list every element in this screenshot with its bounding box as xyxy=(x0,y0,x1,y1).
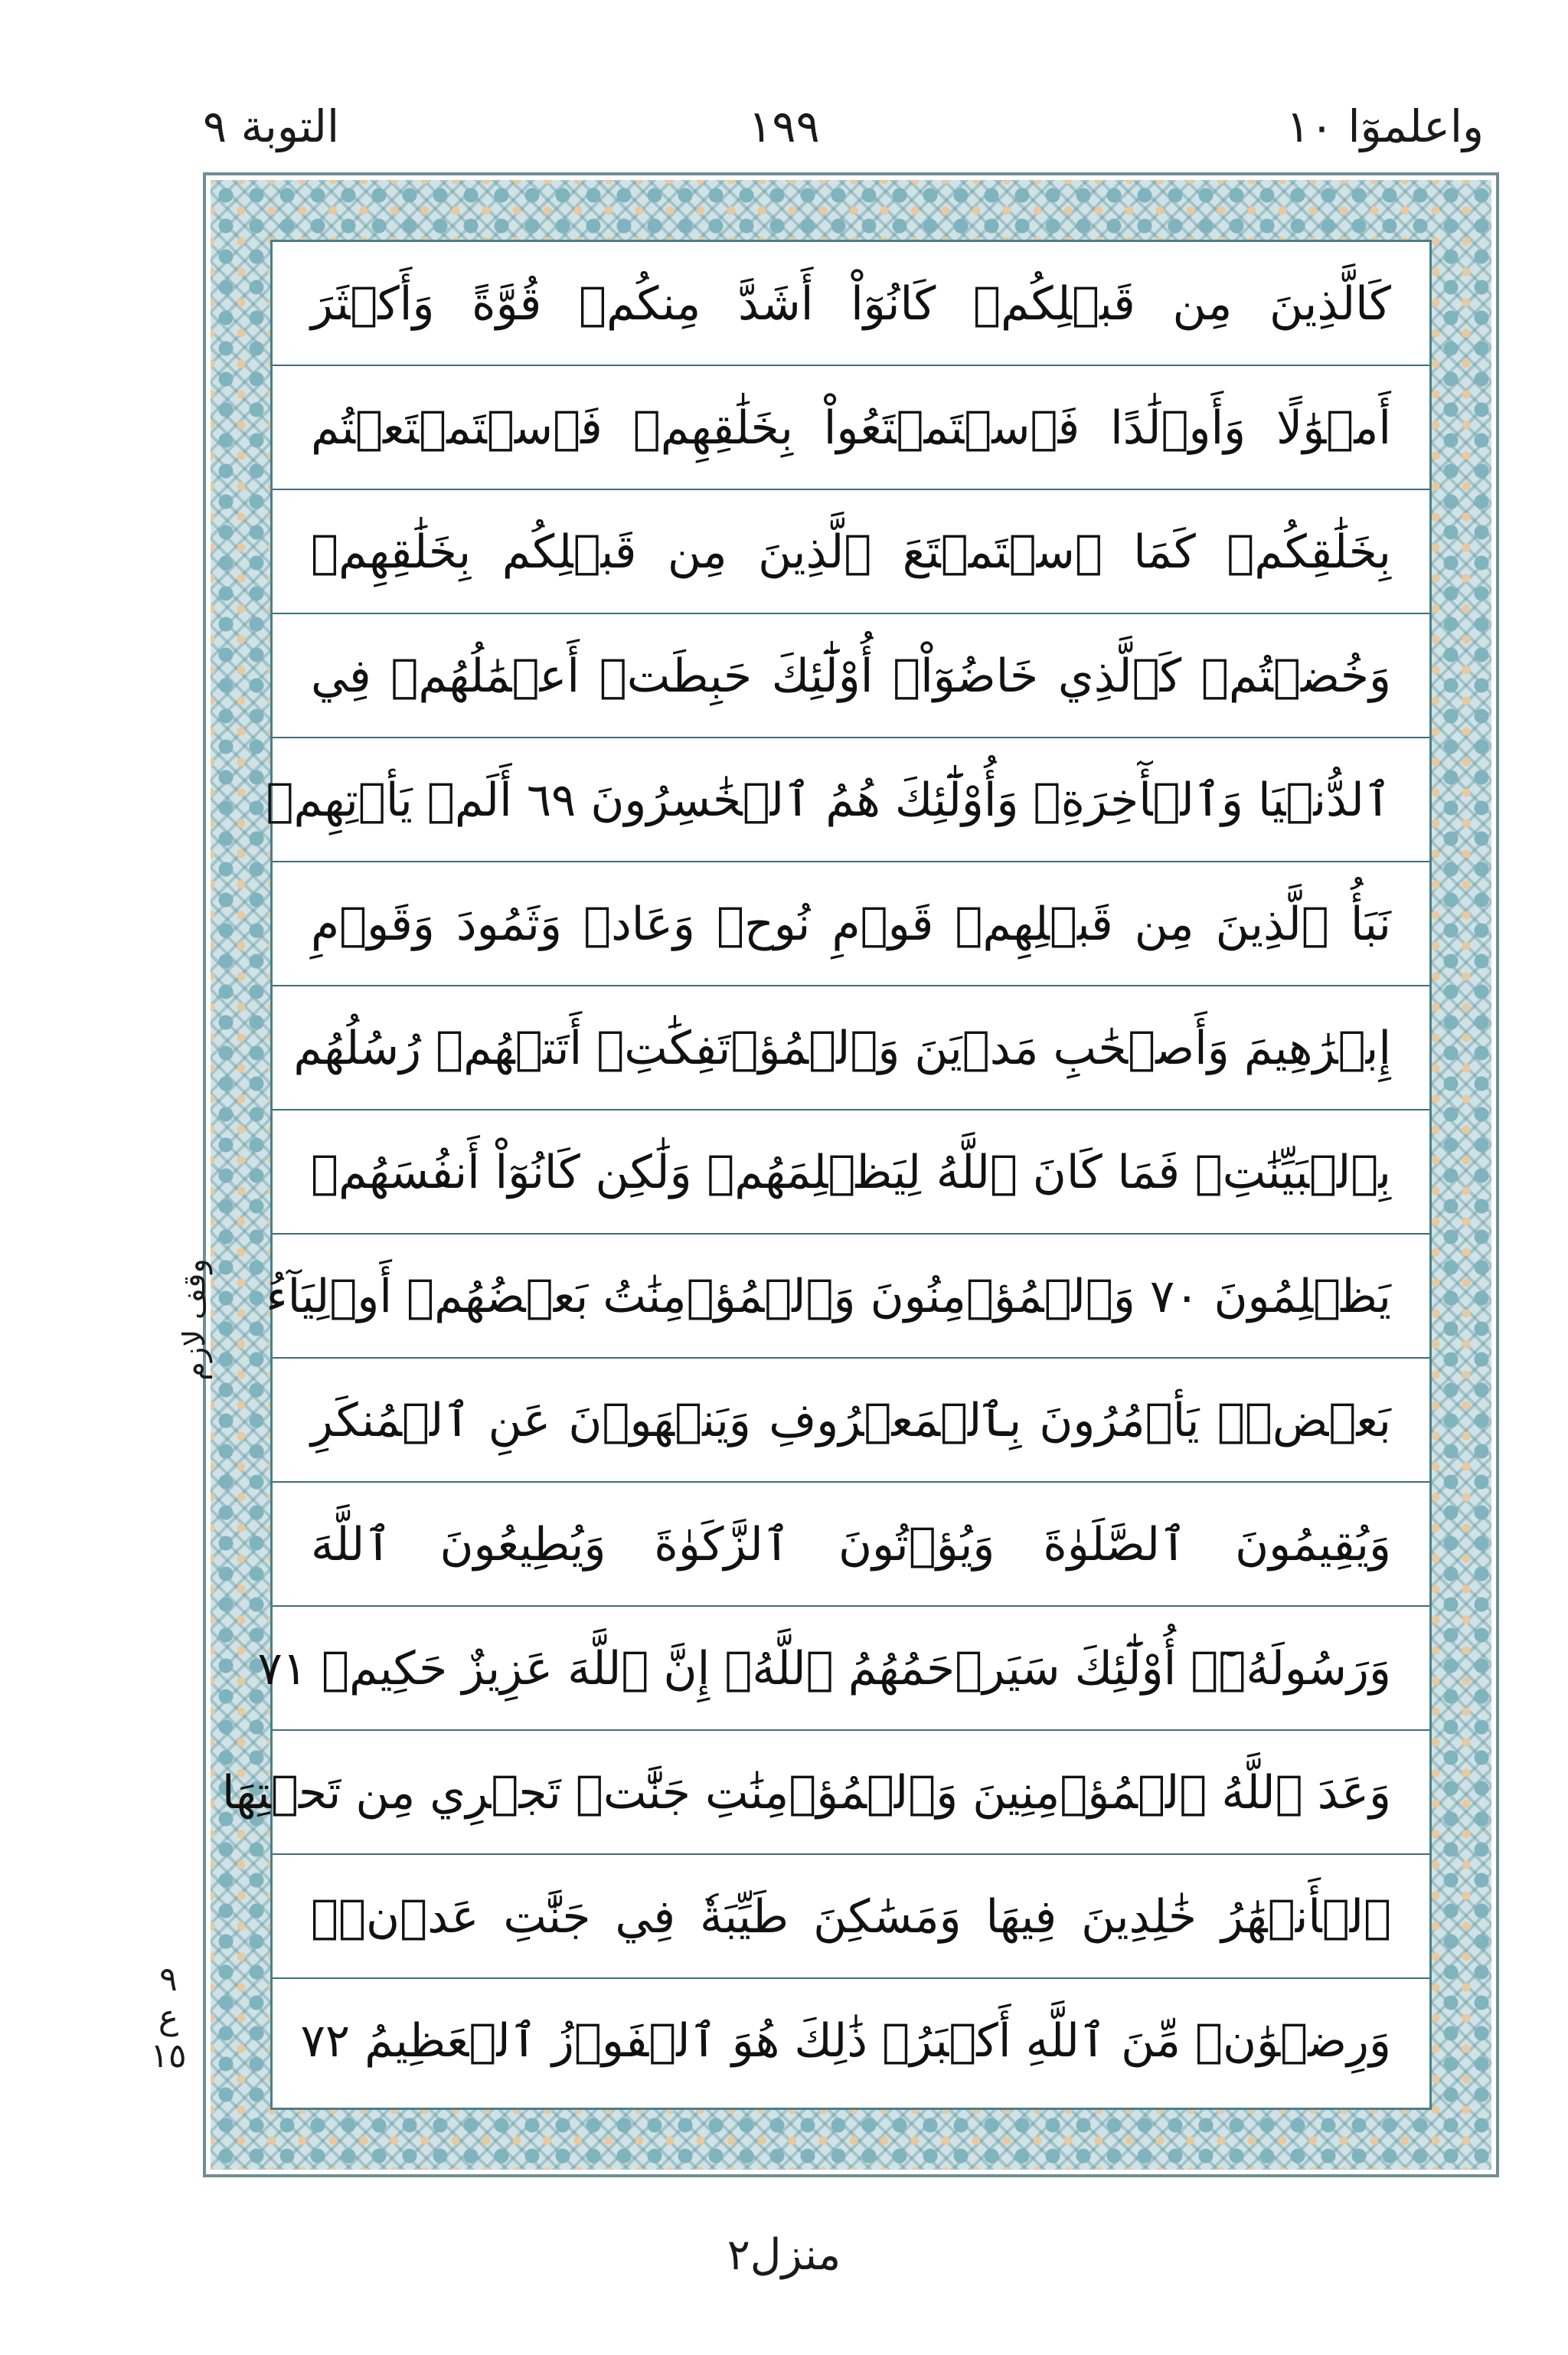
text-area xyxy=(221,240,1432,2110)
ruku-top-number: ٩ xyxy=(159,1960,178,1999)
ornamental-border xyxy=(211,180,1491,2170)
page-number: ١٩٩ xyxy=(748,100,820,152)
verse-line-14: ٱلۡأَنۡهَٰرُ خَٰلِدِينَ فِيهَا وَمَسَٰكِنَ طَيِّبَةٗ فِي جَنَّٰتِ عَدۡنٖۚ xyxy=(273,1855,1429,1979)
verse-line-4: وَخُضۡتُمۡ كَٱلَّذِي خَاضُوٓاْۚ أُوْلَٰٓئِكَ حَبِطَتۡ أَعۡمَٰلُهُمۡ فِي xyxy=(273,614,1429,738)
verse-line-2: أَمۡوَٰلًا وَأَوۡلَٰدًا فَٱسۡتَمۡتَعُواْ بِخَلَٰقِهِمۡ فَٱسۡتَمۡتَعۡتُم xyxy=(273,366,1429,490)
ruku-marker xyxy=(134,1961,203,2075)
page-frame xyxy=(203,172,1499,2177)
verse-line-6: نَبَأُ ٱلَّذِينَ مِن قَبۡلِهِمۡ قَوۡمِ نُوحٖ وَعَادٖ وَثَمُودَ وَقَوۡمِ xyxy=(273,862,1429,986)
ruku-ain-sign: ع xyxy=(158,1998,179,2037)
verse-line-3: بِخَلَٰقِكُمۡ كَمَا ٱسۡتَمۡتَعَ ٱلَّذِينَ مِن قَبۡلِكُم بِخَلَٰقِهِمۡ xyxy=(273,490,1429,614)
manzil-footer: منزل٢ xyxy=(727,2230,841,2280)
page-header xyxy=(0,92,1568,176)
verse-line-5: ٱلدُّنۡيَا وَٱلۡأٓخِرَةِۖ وَأُوْلَٰٓئِكَ هُمُ ٱلۡخَٰسِرُونَ ٦٩ أَلَمۡ يَأۡتِهِمۡ xyxy=(273,738,1429,862)
verse-line-10: بَعۡضٖۚ يَأۡمُرُونَ بِٱلۡمَعۡرُوفِ وَيَنۡهَوۡنَ عَنِ ٱلۡمُنكَرِ xyxy=(273,1359,1429,1483)
verse-line-9: يَظۡلِمُونَ ٧٠ وَٱلۡمُؤۡمِنُونَ وَٱلۡمُؤۡمِنَٰتُ بَعۡضُهُمۡ أَوۡلِيَآءُ xyxy=(273,1235,1429,1359)
verse-line-8: بِٱلۡبَيِّنَٰتِۖ فَمَا كَانَ ٱللَّهُ لِيَظۡلِمَهُمۡ وَلَٰكِن كَانُوٓاْ أَنفُسَهُمۡ xyxy=(273,1110,1429,1235)
verse-line-15: وَرِضۡوَٰنٞ مِّنَ ٱللَّهِ أَكۡبَرُۚ ذَٰلِكَ هُوَ ٱلۡفَوۡزُ ٱلۡعَظِيمُ ٧٢ xyxy=(300,2014,1391,2068)
verse-line-7: إِبۡرَٰهِيمَ وَأَصۡحَٰبِ مَدۡيَنَ وَٱلۡمُؤۡتَفِكَٰتِۚ أَتَتۡهُمۡ رُسُلُهُم xyxy=(273,986,1429,1110)
waqf-margin-note: وقف لازم xyxy=(177,1258,213,1381)
verse-lines xyxy=(221,242,1429,2108)
verse-line-11: وَيُقِيمُونَ ٱلصَّلَوٰةَ وَيُؤۡتُونَ ٱلزَّكَوٰةَ وَيُطِيعُونَ ٱللَّهَ xyxy=(273,1483,1429,1607)
verse-line-13: وَعَدَ ٱللَّهُ ٱلۡمُؤۡمِنِينَ وَٱلۡمُؤۡمِنَٰتِ جَنَّٰتٖ تَجۡرِي مِن تَحۡتِهَا xyxy=(273,1731,1429,1855)
juz-label: واعلموٓا ١٠ xyxy=(1285,100,1484,152)
verse-line-12: وَرَسُولَهُۥٓۚ أُوْلَٰٓئِكَ سَيَرۡحَمُهُمُ ٱللَّهُۗ إِنَّ ٱللَّهَ عَزِيزٌ حَكِيمٞ ٧١ xyxy=(273,1607,1429,1731)
ruku-bottom-number: ١٥ xyxy=(150,2036,187,2075)
surah-label: التوبة ٩ xyxy=(203,100,340,152)
verse-line-1: كَالَّذِينَ مِن قَبۡلِكُمۡ كَانُوٓاْ أَشَدَّ مِنكُمۡ قُوَّةً وَأَكۡثَرَ xyxy=(273,242,1429,366)
